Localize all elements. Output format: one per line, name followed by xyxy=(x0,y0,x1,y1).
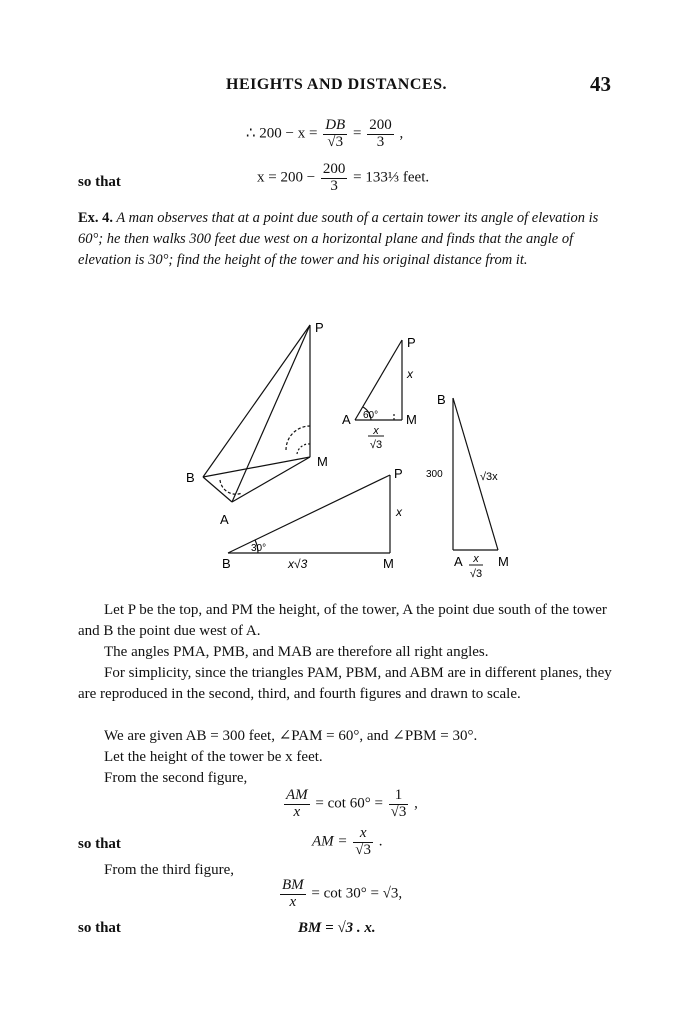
fig2-label-P: P xyxy=(407,335,416,350)
fig3-label-B: B xyxy=(222,556,231,571)
fig4-side: 300 xyxy=(426,469,443,480)
example-text: A man observes that at a point due south of a certain tower its angle of elevation is 60°; he then walks 300 feet due west on a horizontal plane and finds that the angle of elevation is 30°; find the height of the tower and his original distance from it. xyxy=(78,210,599,268)
fig3-label-P: P xyxy=(394,466,403,481)
figures xyxy=(160,310,540,590)
fig1-label-P: P xyxy=(315,320,324,335)
paragraph-2: The angles PMA, PMB, and MAB are therefore all right angles. xyxy=(104,644,489,660)
paragraph-7: From the third figure, xyxy=(104,862,234,878)
fig3-base: x√3 xyxy=(288,557,308,571)
paragraph-3: For simplicity, since the triangles PAM, PBM, and ABM are in different planes, they are reproduced in the second, third, and fourth figures and drawn to scale. xyxy=(78,665,612,702)
so-that-label-2: so that xyxy=(78,836,121,852)
page-header xyxy=(0,72,693,102)
equation-5: $\frac{BM}{x}$ = cot 30° = √3, xyxy=(282,877,403,910)
equation-4: AM = $\frac{x}{√3}$ . xyxy=(312,825,383,858)
page-number: 43 xyxy=(590,72,611,96)
equation-2: x = 200 − $\frac{200}{3}$ = 133⅓ feet. xyxy=(257,161,430,194)
so-that-label-3: so that xyxy=(78,920,121,936)
fig2-base-num: x xyxy=(373,425,379,437)
running-head: HEIGHTS AND DISTANCES. xyxy=(226,76,447,93)
eq1-frac1: $\frac{DB}{√3}$ xyxy=(325,117,346,150)
figure-1 xyxy=(203,325,310,502)
equation-6: BM = √3 . x. xyxy=(298,920,376,936)
fig1-label-B: B xyxy=(186,470,195,485)
fig2-label-A: A xyxy=(342,412,351,427)
figure-2 xyxy=(355,340,402,420)
fig3-angle: 30° xyxy=(251,543,267,554)
so-that-label-1: so that xyxy=(78,174,121,190)
fig2-side: x xyxy=(407,367,413,381)
equation-3: $\frac{AM}{x}$ = cot 60° = $\frac{1}{√3}$ , xyxy=(286,787,418,820)
fig2-angle: 60° xyxy=(363,410,379,421)
fig4-label-A: A xyxy=(454,554,463,569)
fig4-label-M: M xyxy=(498,554,509,569)
fig4-base-den: √3 xyxy=(469,568,483,580)
example-4 xyxy=(78,208,618,271)
fig4-base-num: x xyxy=(473,553,479,565)
example-label: Ex. 4. xyxy=(78,210,114,226)
paragraph-5: Let the height of the tower be x feet. xyxy=(104,749,323,765)
eq1-prefix: ∴ 200 − x = xyxy=(246,125,318,142)
fig4-hyp: √3x xyxy=(480,471,498,483)
fig1-label-M: M xyxy=(317,454,328,469)
eq1-frac2: $\frac{200}{3}$ xyxy=(369,117,392,150)
paragraph-4: We are given AB = 300 feet, ∠PAM = 60°, and ∠PBM = 30°. xyxy=(104,728,478,744)
fig1-label-A: A xyxy=(220,512,229,527)
paragraph-1: Let P be the top, and PM the height, of the tower, A the point due south of the tower and B the point due west of A. xyxy=(78,602,607,639)
fig3-side: x xyxy=(396,505,402,519)
fig3-label-M: M xyxy=(383,556,394,571)
paragraph-6: From the second figure, xyxy=(104,770,248,786)
figure-3 xyxy=(228,475,390,553)
fig2-base-den: √3 xyxy=(369,439,383,451)
fig2-label-M: M xyxy=(406,412,417,427)
equation-1: ∴ 200 − x = $\frac{DB}{√3}$ = $\frac{200}{3}$ , xyxy=(246,117,404,150)
fig4-label-B: B xyxy=(437,392,446,407)
eq2-frac: $\frac{200}{3}$ xyxy=(322,161,346,194)
